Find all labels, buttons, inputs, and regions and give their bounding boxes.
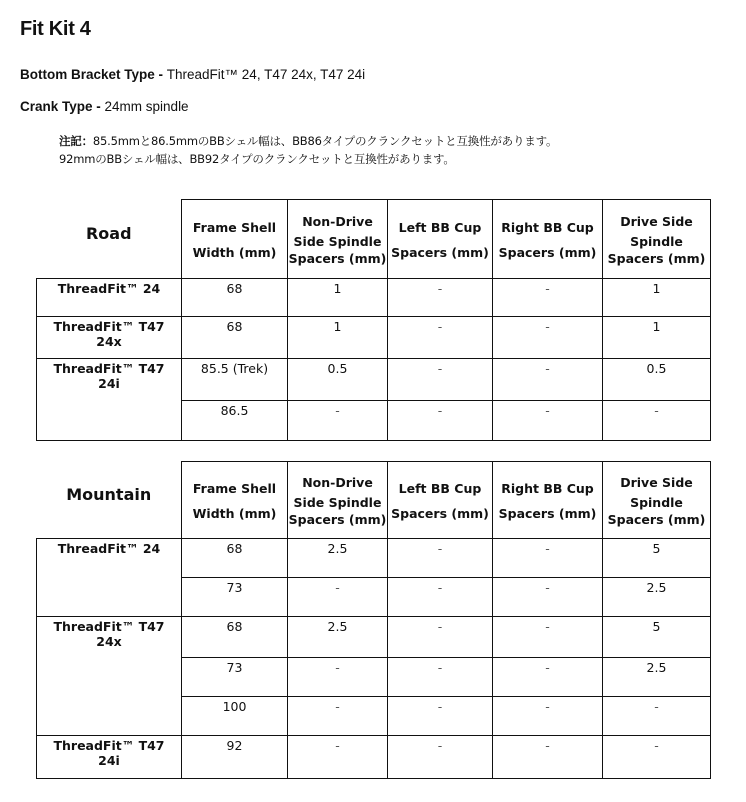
compat-note-line-1 [59, 133, 557, 149]
non-drive-spacers-cell: 1 [288, 317, 388, 359]
bb-type-cell: ThreadFit™ T47 24i [37, 736, 182, 779]
non-drive-spacers-cell: 2.5 [288, 539, 388, 578]
drive-side-spacers-cell: - [603, 736, 711, 779]
bottom-bracket-label: Bottom Bracket Type - [20, 67, 167, 82]
table-row [37, 617, 711, 658]
non-drive-spacers-cell: - [288, 401, 388, 441]
bottom-bracket-value: ThreadFit™ 24, T47 24x, T47 24i [166, 67, 366, 82]
drive-side-spacers-cell: 1 [603, 317, 711, 359]
frame-shell-width-cell: 73 [182, 658, 288, 697]
table-row [37, 317, 711, 359]
left-cup-spacers-cell: - [388, 578, 493, 617]
table-row [37, 279, 711, 317]
right-cup-spacers-cell: - [493, 317, 603, 359]
left-cup-spacers-cell: - [388, 539, 493, 578]
right-cup-spacers-cell: - [493, 736, 603, 779]
mountain-fit-table [36, 461, 711, 779]
mountain-heading: Mountain [37, 462, 182, 539]
right-cup-spacers-cell: - [493, 697, 603, 736]
header-non-drive: Non-Drive Side Spindle Spacers (mm) [288, 200, 388, 279]
header-left-cup: Left BB Cup Spacers (mm) [388, 462, 493, 539]
road-fit-table [36, 199, 711, 441]
table-header-row [37, 462, 711, 539]
left-cup-spacers-cell: - [388, 617, 493, 658]
frame-shell-width-cell: 68 [182, 617, 288, 658]
crank-type [20, 99, 189, 114]
header-right-cup: Right BB Cup Spacers (mm) [493, 462, 603, 539]
non-drive-spacers-cell: - [288, 736, 388, 779]
header-left-cup: Left BB Cup Spacers (mm) [388, 200, 493, 279]
left-cup-spacers-cell: - [388, 317, 493, 359]
note-label: 注記： [59, 134, 93, 148]
frame-shell-width-cell: 85.5 (Trek) [182, 359, 288, 401]
table-row [37, 736, 711, 779]
non-drive-spacers-cell: 0.5 [288, 359, 388, 401]
frame-shell-width-cell: 68 [182, 279, 288, 317]
left-cup-spacers-cell: - [388, 658, 493, 697]
bb-type-cell: ThreadFit™ 24 [37, 279, 182, 317]
drive-side-spacers-cell: 1 [603, 279, 711, 317]
non-drive-spacers-cell: 2.5 [288, 617, 388, 658]
compat-note-line-2 [59, 151, 455, 167]
crank-type-value: 24mm spindle [104, 99, 189, 114]
left-cup-spacers-cell: - [388, 401, 493, 441]
drive-side-spacers-cell: 0.5 [603, 359, 711, 401]
left-cup-spacers-cell: - [388, 736, 493, 779]
bb-type-cell: ThreadFit™ 24 [37, 539, 182, 617]
drive-side-spacers-cell: 2.5 [603, 658, 711, 697]
left-cup-spacers-cell: - [388, 359, 493, 401]
non-drive-spacers-cell: - [288, 658, 388, 697]
header-drive-side: Drive Side Spindle Spacers (mm) [603, 200, 711, 279]
non-drive-spacers-cell: - [288, 697, 388, 736]
table-row [37, 539, 711, 578]
left-cup-spacers-cell: - [388, 697, 493, 736]
frame-shell-width-cell: 68 [182, 317, 288, 359]
header-right-cup: Right BB Cup Spacers (mm) [493, 200, 603, 279]
bottom-bracket-type [20, 67, 365, 82]
frame-shell-width-cell: 86.5 [182, 401, 288, 441]
bb-type-cell: ThreadFit™ T47 24x [37, 617, 182, 736]
frame-shell-width-cell: 68 [182, 539, 288, 578]
drive-side-spacers-cell: 5 [603, 539, 711, 578]
bb-type-cell: ThreadFit™ T47 24x [37, 317, 182, 359]
right-cup-spacers-cell: - [493, 539, 603, 578]
frame-shell-width-cell: 92 [182, 736, 288, 779]
note-text-2: 92mmのBBシェル幅は、BB92タイプのクランクセットと互換性があります。 [59, 152, 455, 166]
right-cup-spacers-cell: - [493, 578, 603, 617]
right-cup-spacers-cell: - [493, 279, 603, 317]
frame-shell-width-cell: 73 [182, 578, 288, 617]
page-title: Fit Kit 4 [20, 18, 91, 40]
bb-type-cell: ThreadFit™ T47 24i [37, 359, 182, 441]
header-frame-shell: Frame Shell Width (mm) [182, 462, 288, 539]
right-cup-spacers-cell: - [493, 401, 603, 441]
header-non-drive: Non-Drive Side Spindle Spacers (mm) [288, 462, 388, 539]
drive-side-spacers-cell: 5 [603, 617, 711, 658]
non-drive-spacers-cell: 1 [288, 279, 388, 317]
table-header-row [37, 200, 711, 279]
right-cup-spacers-cell: - [493, 359, 603, 401]
frame-shell-width-cell: 100 [182, 697, 288, 736]
right-cup-spacers-cell: - [493, 617, 603, 658]
non-drive-spacers-cell: - [288, 578, 388, 617]
note-text-1: 85.5mmと86.5mmのBBシェル幅は、BB86タイプのクランクセットと互換性があります。 [92, 134, 558, 148]
crank-type-label: Crank Type - [20, 99, 105, 114]
road-heading: Road [37, 200, 182, 279]
left-cup-spacers-cell: - [388, 279, 493, 317]
header-drive-side: Drive Side Spindle Spacers (mm) [603, 462, 711, 539]
right-cup-spacers-cell: - [493, 658, 603, 697]
drive-side-spacers-cell: - [603, 697, 711, 736]
drive-side-spacers-cell: 2.5 [603, 578, 711, 617]
drive-side-spacers-cell: - [603, 401, 711, 441]
header-frame-shell: Frame Shell Width (mm) [182, 200, 288, 279]
table-row [37, 359, 711, 401]
